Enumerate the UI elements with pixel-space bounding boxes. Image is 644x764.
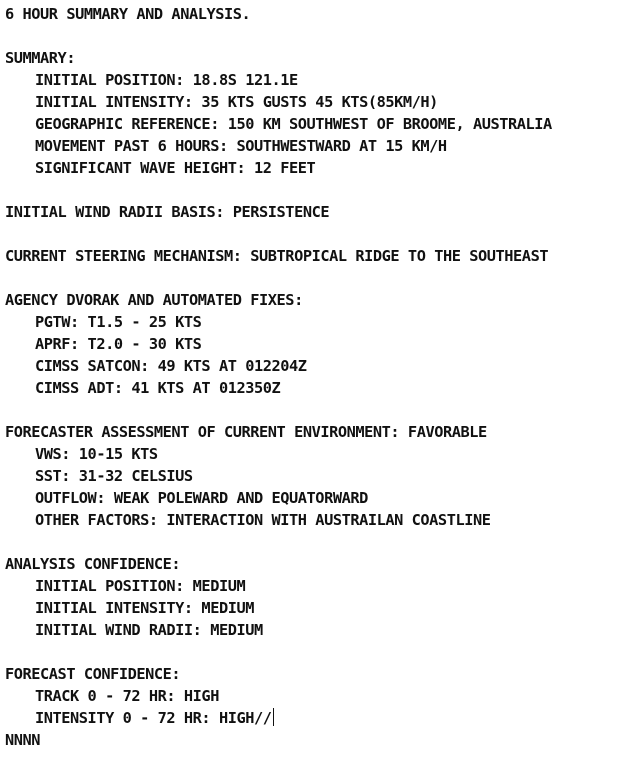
bulletin-title: 6 HOUR SUMMARY AND ANALYSIS. [5,5,251,23]
analysis-confidence-wind-radii: INITIAL WIND RADII: MEDIUM [35,621,263,639]
bulletin-text[interactable] [5,3,552,751]
fixes-heading: AGENCY DVORAK AND AUTOMATED FIXES: [5,291,303,309]
blank-line [5,25,552,47]
forecast-confidence-intensity-line [5,707,552,729]
environment-outflow: OUTFLOW: WEAK POLEWARD AND EQUATORWARD [35,489,368,507]
environment-heading: FORECASTER ASSESSMENT OF CURRENT ENVIRONMENT: FAVORABLE [5,423,487,441]
forecast-confidence-intensity: INTENSITY 0 - 72 HR: HIGH// [35,709,272,727]
summary-movement: MOVEMENT PAST 6 HOURS: SOUTHWESTWARD AT 15 KM/H [35,137,447,155]
blank-line [5,267,552,289]
forecast-confidence-heading: FORECAST CONFIDENCE: [5,665,181,683]
fix-cimss-satcon: CIMSS SATCON: 49 KTS AT 012204Z [35,357,307,375]
steering-mechanism: CURRENT STEERING MECHANISM: SUBTROPICAL RIDGE TO THE SOUTHEAST [5,247,549,265]
forecast-confidence-track: TRACK 0 - 72 HR: HIGH [35,687,219,705]
wind-radii-basis: INITIAL WIND RADII BASIS: PERSISTENCE [5,203,330,221]
end-marker: NNNN [5,731,41,749]
blank-line [5,399,552,421]
summary-wave-height: SIGNIFICANT WAVE HEIGHT: 12 FEET [35,159,316,177]
blank-line [5,223,552,245]
blank-line [5,641,552,663]
environment-other-factors: OTHER FACTORS: INTERACTION WITH AUSTRAILAN COASTLINE [35,511,491,529]
fix-pgtw: PGTW: T1.5 - 25 KTS [35,313,202,331]
summary-initial-intensity: INITIAL INTENSITY: 35 KTS GUSTS 45 KTS(85KM/H) [35,93,438,111]
text-cursor [273,708,274,726]
blank-line [5,179,552,201]
fix-cimss-adt: CIMSS ADT: 41 KTS AT 012350Z [35,379,281,397]
analysis-confidence-heading: ANALYSIS CONFIDENCE: [5,555,181,573]
environment-sst: SST: 31-32 CELSIUS [35,467,193,485]
fix-aprf: APRF: T2.0 - 30 KTS [35,335,202,353]
environment-vws: VWS: 10-15 KTS [35,445,158,463]
summary-initial-position: INITIAL POSITION: 18.8S 121.1E [35,71,298,89]
summary-geographic-reference: GEOGRAPHIC REFERENCE: 150 KM SOUTHWEST OF BROOME, AUSTRALIA [35,115,552,133]
analysis-confidence-intensity: INITIAL INTENSITY: MEDIUM [35,599,254,617]
blank-line [5,531,552,553]
analysis-confidence-position: INITIAL POSITION: MEDIUM [35,577,246,595]
summary-heading: SUMMARY: [5,49,76,67]
